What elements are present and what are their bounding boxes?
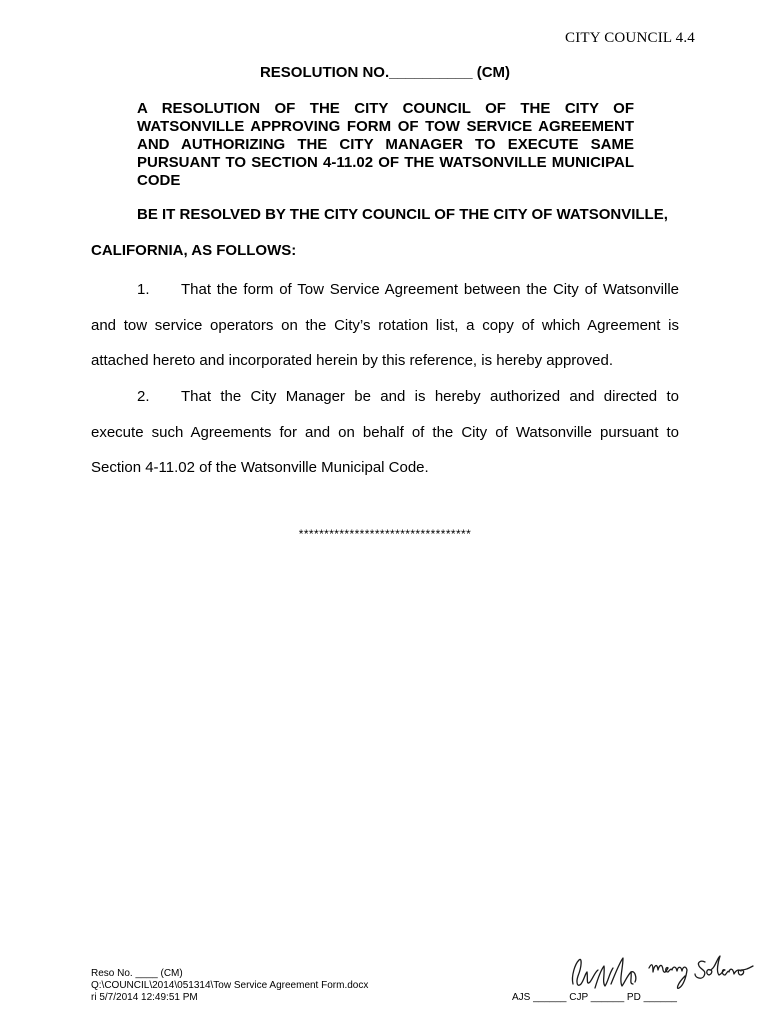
footer-file-info <box>91 968 368 1004</box>
footer-path-line: Q:\COUNCIL\2014\051314\Tow Service Agreement Form.docx <box>91 980 369 991</box>
paragraph-1-number: 1. <box>137 281 150 298</box>
footer-reso-line: Reso No. ____ (CM) <box>91 968 183 979</box>
paragraph-2-line-3: Section 4-11.02 of the Watsonville Municipal Code. <box>91 459 429 476</box>
resolved-clause-line-1: BE IT RESOLVED BY THE CITY COUNCIL OF THE CITY OF WATSONVILLE, <box>137 206 668 223</box>
resolution-title: RESOLUTION NO.__________ (CM) <box>259 64 511 81</box>
resolution-preamble: A RESOLUTION OF THE CITY COUNCIL OF THE CITY OF WATSONVILLE APPROVING FORM OF TOW SERVICE AGREEMENT AND AUTHORIZING THE CITY MANAGER TO EXECUTE SAME PURSUANT TO SECTION 4-11.02 OF THE WATSONVILLE MUNICIPAL CODE <box>137 100 634 189</box>
paragraph-2-number: 2. <box>137 388 150 405</box>
paragraph-1-line-1: That the form of Tow Service Agreement between the City of Watsonville <box>181 281 679 298</box>
paragraph-2-line-2: execute such Agreements for and on behalf of the City of Watsonville pursuant to <box>91 424 679 441</box>
paragraph-1-line-2: and tow service operators on the City’s rotation list, a copy of which Agreement is <box>91 317 679 334</box>
signature-image <box>565 948 770 996</box>
footer-stamp-line: ri 5/7/2014 12:49:51 PM <box>91 992 198 1003</box>
agenda-tag: CITY COUNCIL 4.4 <box>565 30 695 46</box>
paragraph-2-line-1: That the City Manager be and is hereby authorized and directed to <box>181 388 679 405</box>
paragraph-1-line-3: attached hereto and incorporated herein by this reference, is hereby approved. <box>91 352 613 369</box>
footer-initials-line: AJS ______ CJP ______ PD ______ <box>512 992 677 1003</box>
section-separator: ********************************** <box>298 527 472 541</box>
resolved-clause-line-2: CALIFORNIA, AS FOLLOWS: <box>91 242 297 259</box>
